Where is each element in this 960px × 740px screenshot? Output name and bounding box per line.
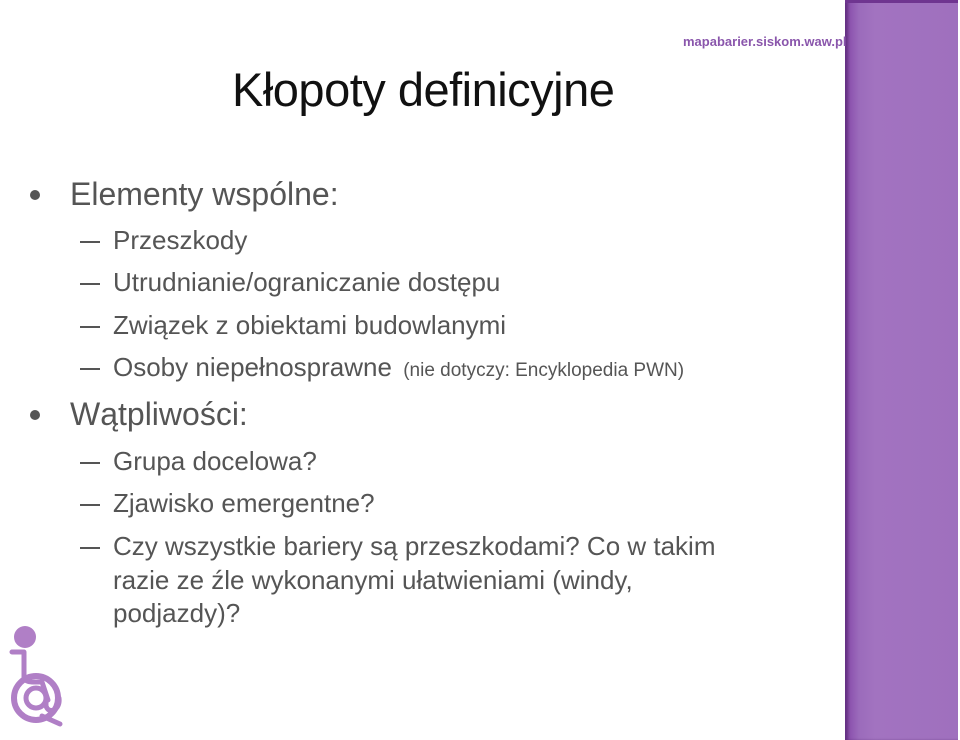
dash-marker bbox=[80, 283, 100, 285]
bullet-dot bbox=[30, 190, 40, 200]
side-bar-top-edge bbox=[845, 0, 958, 3]
site-url: mapabarier.siskom.waw.pl bbox=[683, 34, 847, 49]
sub-item-note: (nie dotyczy: Encyklopedia PWN) bbox=[403, 360, 685, 381]
sub-item-text-line-2: razie ze źle wykonanymi ułatwieniami (windy, bbox=[113, 565, 633, 595]
sub-item-text: Przeszkody bbox=[113, 225, 248, 255]
bullet-dot bbox=[30, 410, 40, 420]
sub-item-main: Osoby niepełnosprawne bbox=[113, 352, 392, 382]
dash-marker bbox=[80, 547, 100, 549]
purple-side-bar bbox=[845, 0, 958, 740]
dash-marker bbox=[80, 368, 100, 370]
dash-marker bbox=[80, 326, 100, 328]
dash-marker bbox=[80, 241, 100, 243]
sub-item-text: Związek z obiektami budowlanymi bbox=[113, 310, 507, 340]
sub-item-text: Zjawisko emergentne? bbox=[113, 488, 375, 518]
dash-marker bbox=[80, 462, 100, 464]
sub-item-text: Grupa docelowa? bbox=[113, 446, 317, 476]
bullet-label: Elementy wspólne: bbox=[70, 176, 339, 212]
slide-title: Kłopoty definicyjne bbox=[232, 63, 615, 116]
sub-item-text-line-3: podjazdy)? bbox=[113, 598, 241, 628]
dash-marker bbox=[80, 504, 100, 506]
sub-item-text-line-1: Czy wszystkie bariery są przeszkodami? Co w takim bbox=[113, 531, 716, 561]
sub-item-text: Utrudnianie/ograniczanie dostępu bbox=[113, 267, 501, 297]
wheelchair-at-logo-icon bbox=[2, 620, 72, 730]
bullet-label: Wątpliwości: bbox=[70, 396, 248, 432]
sub-item-text-with-note bbox=[113, 352, 684, 383]
